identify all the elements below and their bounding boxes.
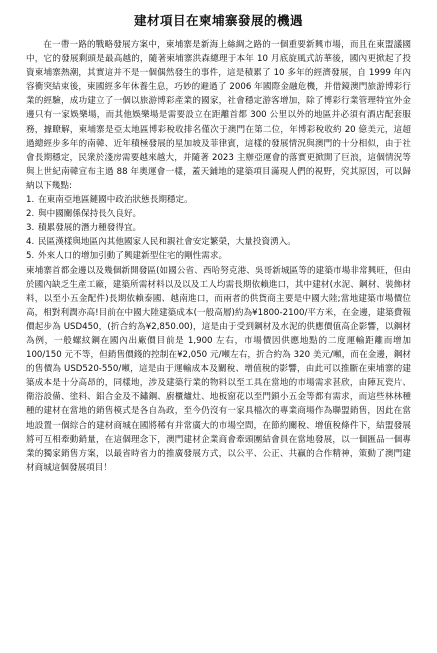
body-paragraph: 柬埔寨首都金邊以及幾個新開發區(如國公省、西哈努克港、吳哥新城區等的建築市場非常興旺，但由於國內缺乏生產工廠，建築所需材料以及以及工人均需長期依賴進口，其中建材(水泥、鋼材、裝飾材料，以至小五金配件)長期依賴泰國、越南進口，而兩者的供貨商主要是中國大陸;當地建築市場價位高，相對利潤亦高!目前在中國大陸建築成本(一般高層)約為¥1800-2100/平方米，在金邊，建築費報價起步為 USD450，(折合約為¥2,850.00)，這是由于受到鋼材及水泥的供應價值高企影響，以鋼材為例，一般螺紋鋼在國內出廠價目前是 1,900 左右，市場價因供應地點的二度運輸距離而增加 100/150 元不等，但銷售價錢的控制在¥2,050 元/噸左右，折合約為 320 美元/噸，而在金邊，鋼材的售價為 USD520-550/噸，這是由于運輸成本及關稅、增值稅的影響，由此可以推斷在柬埔寨的建築成本是十分高昂的，同樣地，涉及建築行業的物料以至工具在當地的市場需求甚欣，由陣瓦瓷片、衛浴設備、塗料、鋁合金及不鏽鋼、廚櫃爐灶、地板窗花以至門鎖小五金等都有需求，而這些林林種種的建材在當地的銷售模式是各自為政，至今仍沒有一家具檔次的專業商場作為聯盟銷售，因此在當地設置一個綜合的建材商城在國將稀有并常廣大的市場空間，在節約關稅、增值稅條件下，結盟發展將可互相牽動銷量，在這個理念下，澳門建材企業商會牽頭團結會員在當地發展，以一個匯品一個專業的獨家銷售方案，以最省時省力的推廣發展方式，以公平、公正、共贏的合作精神，策動了澳門建材商城這個發展項目！: [26, 265, 411, 473]
list-item: [26, 235, 411, 249]
list-item-number: 4.: [26, 237, 35, 248]
document-title: 建材項目在柬埔寨發展的機遇: [133, 13, 303, 28]
list-item-text: 民區漢樣與地區內其他國家人民和親社會安定繁榮，大量投資湧入。: [38, 237, 296, 248]
list-item-text: 在東南亞地區鏈國中政治狀態長期穩定。: [38, 195, 193, 206]
list-item-number: 2.: [26, 209, 35, 220]
list-item: [26, 249, 411, 263]
intro-paragraph: 在一帶一路的戰略發展方案中，柬埔寨是新海上絲綢之路的一個重要新興市場，而且在東盟議國中，它的發展剩頭是最高越的，隨著柬埔寨洪森總理于本年 10 月底旋風式訪華後，國內更掀起了投資柬埔寨熱潮，其實這并不是一個偶然發生的事件，這是積累了 10 多年的經濟發展，自 1999 年內容衝突結束後，柬國經多年休養生息，巧妙的避過了 2006 年國際金融危機，并借鏡澳門旅游博彩行業的經驗，成功建立了一個以旅游博彩產業的國家，社會穩定游客增加，除了博彩行業管理特宜外金邊只有一家娛樂場，而其他娛樂場是需要設立在距離首都 300 公里以外的地區并必須有酒店配套服務，據瞭解，柬埔寨是亞太地區博彩稅收排名僅次于澳門在第二位，年博彩稅收約 20 億美元，這超過總經步多年的南韓、近年積極發展的星加坡及菲律賓，這樣的發展情況與澳門的十分相似，由于社會長期穩定，民衆於淺房需要越來越大，并隨著 2023 主辦亞運會的落實更掀開了巨浪，這個情況等與上世紀南韓宣布主過 88 年奧運會一樣，蓋天鋪地的建築項目滿現人們的視野，究其原因，可以歸納以下幾點:: [26, 40, 411, 191]
list-item-text: 積累發展的潛力種發得宜。: [38, 223, 142, 234]
list-item-number: 3.: [26, 223, 35, 234]
list-item: [26, 221, 411, 235]
list-item-text: 與中國關係保持長久良好。: [38, 209, 142, 220]
reasons-list: [26, 193, 411, 263]
list-item-number: 5.: [26, 251, 35, 262]
list-item-number: 1.: [26, 195, 35, 206]
list-item: [26, 207, 411, 221]
list-item-text: 外來人口的增加引動了興建新型住宅的剛性需求。: [38, 251, 228, 262]
list-item: [26, 193, 411, 207]
